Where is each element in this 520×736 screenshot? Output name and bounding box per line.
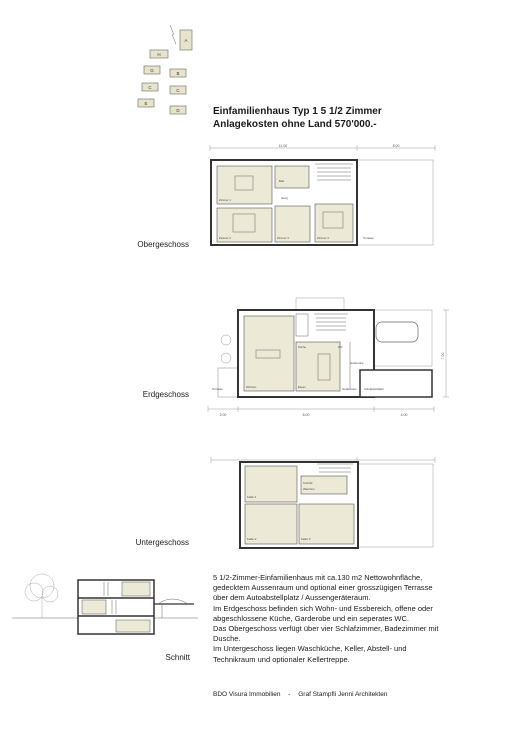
upper-room-4: Zimmer 4 [317,236,329,240]
footer-right: Graf Stampfli Jenni Architekten [298,691,388,698]
basement-floor-plan [205,454,440,554]
site-letter-d: D [176,108,180,113]
upper-room-terrasse: Terrasse [363,236,374,240]
title-line-2: Anlagekosten ohne Land 570'000.- [213,119,377,130]
basement-room-2: Keller 2 [247,537,257,541]
site-letter-b: B [176,71,180,76]
ground-room-garderobe: Garderobe [350,361,364,365]
upper-room-3: Zimmer 3 [277,236,289,240]
description-line: Das Obergeschoss verfügt über vier Schlafzimmer, Badezimmer mit [213,624,439,634]
site-letter-h: H [157,52,161,57]
ground-dim-side: 7.00 [441,352,445,360]
footer-left: BDO Visura Immobilien [213,691,281,698]
title-line-1: Einfamilienhaus Typ 1 5 1/2 Zimmer [213,106,382,117]
site-letter-c2: C [176,88,180,93]
site-letter-e: E [144,101,148,106]
ground-room-wohnen: Wohnen [246,385,257,389]
section-drawing [12,566,202,638]
ground-floor-label: Erdgeschoss [142,390,189,399]
ground-room-terrasse: Terrasse [212,387,223,391]
page-title [213,105,382,131]
site-letter-g: G [150,68,154,73]
upper-room-bad: Bad [279,179,284,183]
description-line: Technikraum und optionaler Kellertreppe. [213,654,350,664]
upper-room-gang: Gang [281,196,288,200]
basement-floor-label: Untergeschoss [135,538,189,547]
basement-room-3: Keller 3 [301,537,311,541]
site-letter-c1: C [148,85,152,90]
ground-room-autoabstellplatz: Autoabstellplatz [364,387,384,391]
basement-room-waschen: Waschen [303,487,315,491]
upper-room-1: Zimmer 1 [219,198,231,202]
footer [213,691,393,698]
basement-room-technik: Technik [303,481,313,485]
ground-room-essen: Essen [298,385,306,389]
ground-room-wc: WC [338,345,343,349]
upper-dim-2: 8.00 [392,144,400,148]
basement-room-1: Keller 1 [247,495,257,499]
upper-floor-plan [205,142,440,254]
section-label: Schnitt [165,653,190,662]
description-line: gedecktem Aussenraum und optional einer grosszügigen Terrasse [213,583,433,593]
upper-floor-label: Obergeschoss [137,240,189,249]
ground-floor-plan [200,292,450,418]
ground-dim-3: 4.00 [400,413,408,417]
site-plan-thumbnail [130,20,200,120]
site-letter-a: A [184,38,188,43]
description-line: Dusche. [213,634,241,644]
description-line: Im Erdgeschoss befinden sich Wohn- und Essbereich, offene oder [213,603,433,613]
description-line: über dem Autoabstellplatz / Aussengeräteraum. [213,593,371,603]
upper-room-2: Zimmer 2 [219,236,231,240]
description-line: abgeschlossene Küche, Garderobe und ein seperates WC. [213,613,409,623]
ground-dim-1: 2.00 [219,413,227,417]
footer-separator: - [288,691,291,698]
ground-room-kueche: Küche [298,345,306,349]
description-line: Im Untergeschoss liegen Waschküche, Keller, Abstell- und [213,644,407,654]
ground-dim-2: 6.00 [302,413,310,417]
description-line: 5 1/2-Zimmer-Einfamilienhaus mit ca.130 m2 Nettowohnfläche, [213,573,423,582]
upper-dim-1: 11.00 [278,144,288,148]
ground-room-geraetehaus: Gerätehaus [342,387,357,391]
description-text [213,573,483,665]
